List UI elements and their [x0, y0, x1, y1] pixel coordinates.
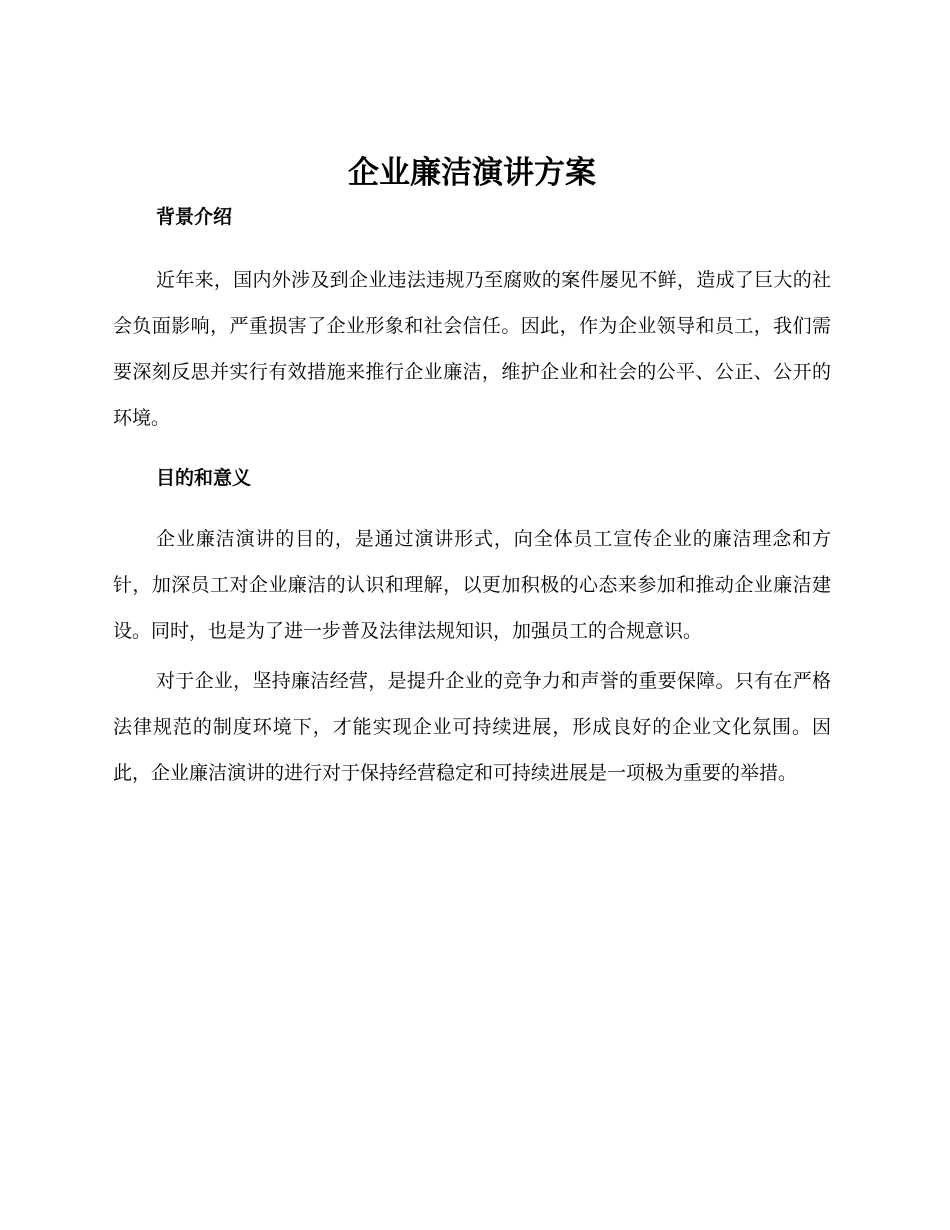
paragraph-significance: 对于企业，坚持廉洁经营，是提升企业的竞争力和声誉的重要保障。只有在严格法律规范的制度环境下，才能实现企业可持续进展，形成良好的企业文化氛围。因此，企业廉洁演讲的进行对于保持经营稳定和可持续进展是一项极为重要的举措。 — [113, 670, 831, 784]
section-heading-background: 背景介绍 — [156, 206, 233, 228]
section-heading-purpose: 目的和意义 — [156, 467, 252, 489]
document-title: 企业廉洁演讲方案 — [348, 155, 596, 191]
paragraph-purpose: 企业廉洁演讲的目的，是通过演讲形式，向全体员工宣传企业的廉洁理念和方针，加深员工对企业廉洁的认识和理解，以更加积极的心态来参加和推动企业廉洁建设。同时，也是为了进一步普及法律法规知识，加强员工的合规意识。 — [113, 528, 831, 642]
document-page — [113, 150, 831, 796]
paragraph-background: 近年来，国内外涉及到企业违法违规乃至腐败的案件屡见不鲜，造成了巨大的社会负面影响，严重损害了企业形象和社会信任。因此，作为企业领导和员工，我们需要深刻反思并实行有效措施来推行企业廉洁，维护企业和社会的公平、公正、公开的环境。 — [113, 269, 831, 429]
